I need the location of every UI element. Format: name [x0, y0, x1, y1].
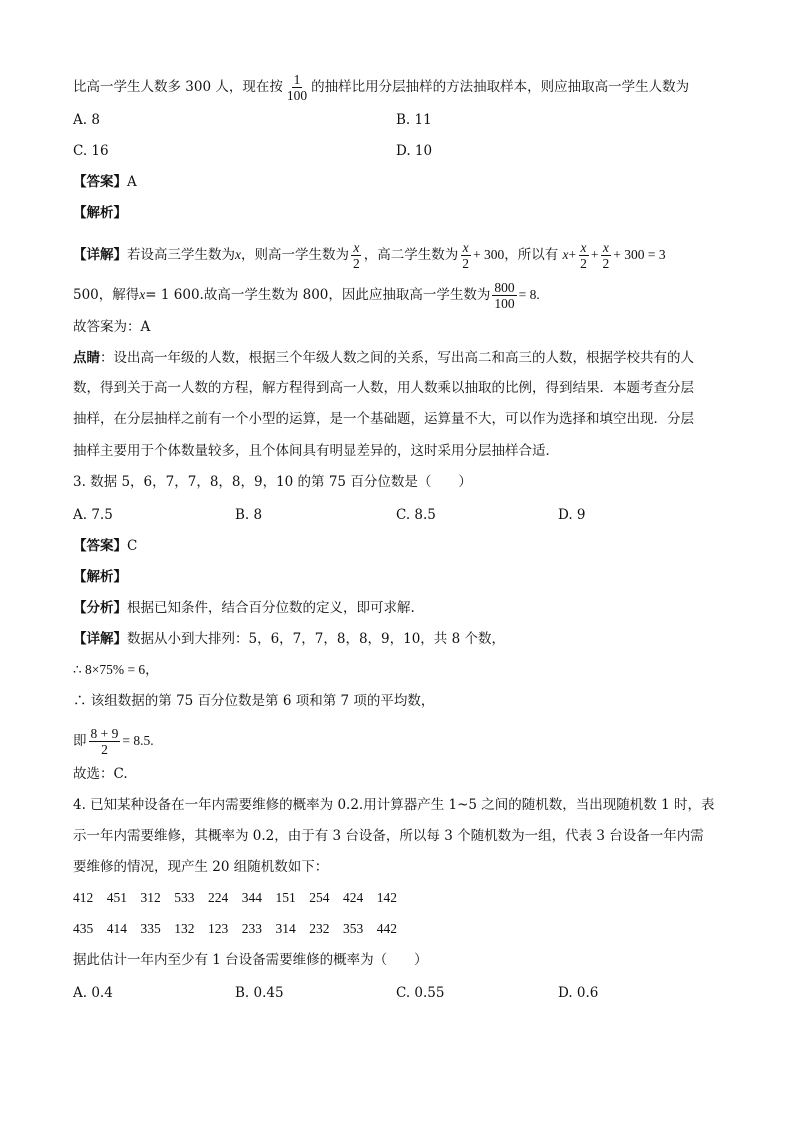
q2-detail-text: = 8. [518, 287, 540, 302]
q4-option-a: A. 0.4 [73, 985, 113, 1001]
q3-fenxi-line [73, 598, 415, 618]
q4-random-row-2: 435 414 335 132 123 233 314 232 353 442 [73, 921, 397, 936]
q2-frac-den: 2 [602, 256, 610, 271]
q3-option-a: A. 7.5 [73, 507, 113, 523]
q2-frac-den: 100 [494, 296, 515, 311]
q2-note-text: ：设出高一年级的人数，根据三个年级人数之间的关系，写出高二和高三的人数，根据学校共有的人 [100, 350, 694, 366]
q2-detail-tag: 【详解】 [73, 247, 127, 263]
q3-frac-num: 8 + 9 [90, 726, 119, 741]
q2-detail-text: 500，解得 [73, 287, 140, 303]
q2-note-line-4: 抽样主要用于个体数量较多，且个体间具有明显差异的，这时采用分层抽样合适． [73, 443, 559, 459]
q3-fraction [89, 726, 121, 757]
q2-detail-line-2 [73, 280, 540, 311]
q2-answer-line [73, 172, 137, 192]
q2-analysis-tag: 【解析】 [73, 205, 127, 221]
q4-option-d: D. 0.6 [558, 985, 599, 1001]
q2-frac-num: x [462, 240, 469, 255]
q2-stem-line [73, 72, 689, 103]
q2-plus: + [568, 247, 577, 262]
q2-answer: A [127, 174, 137, 190]
q2-fraction [285, 72, 309, 103]
q3-analysis-tag: 【解析】 [73, 569, 127, 585]
q3-frac-den: 2 [101, 742, 108, 757]
q2-note-line-3: 抽样，在分层抽样之前有一个小型的运算，是一个基础题，运算量不大，可以作为选择和填空出现．分层 [73, 411, 694, 427]
q2-var-x: x [139, 287, 146, 302]
q3-detail-line-2: ∴ 8×75% = 6， [73, 662, 159, 677]
q2-plus: + [590, 247, 599, 262]
q3-detail-line-3: ∴ 该组数据的第 75 百分位数是第 6 项和第 7 项的平均数， [73, 693, 435, 709]
q2-var-x: x [235, 247, 241, 262]
q2-option-a: A. 8 [73, 112, 100, 128]
q3-detail-tag: 【详解】 [73, 631, 127, 647]
q2-frac-num: x [353, 240, 360, 255]
q2-detail-line-1 [73, 240, 666, 271]
q2-frac-num: 800 [494, 280, 515, 295]
q2-detail-text: = 1 600.故高一学生数为 800，因此应抽取高一学生数为 [145, 287, 491, 303]
q3-option-d: D. 9 [558, 507, 586, 523]
q3-detail-text: 即 [73, 733, 87, 749]
q4-stem-line-3: 要维修的情况，现产生 20 组随机数如下： [73, 859, 329, 875]
q3-detail-line-4 [73, 726, 154, 757]
q2-detail-text: ，高二学生数为 [363, 247, 459, 263]
q2-frac-800-100 [492, 280, 516, 311]
q2-frac-num: x [580, 240, 587, 255]
q4-question: 据此估计一年内至少有 1 台设备需要维修的概率为（ ） [73, 952, 428, 968]
q3-detail-line-1 [73, 629, 505, 649]
q2-detail-text: + 300，所以有 [473, 247, 559, 262]
q4-option-c: C. 0.55 [396, 985, 445, 1001]
q2-fraction-den: 100 [286, 88, 308, 103]
q3-answer-tag: 【答案】 [73, 538, 127, 554]
q2-detail-text: 若设高三学生数为 [127, 247, 235, 263]
q2-frac-x-2 [351, 240, 362, 271]
q2-frac-x-2c [578, 240, 589, 271]
q3-answer-line [73, 536, 137, 556]
q4-option-b: B. 0.45 [235, 985, 284, 1001]
q2-note-line-2: 数，得到关于高一人数的方程，解方程得到高一人数，用人数乘以抽取的比例，得到结果．本题考查分层 [73, 380, 694, 396]
q3-detail-text: = 8.5. [122, 733, 154, 748]
q2-stem-text-b: 的抽样比用分层抽样的方法抽取样本，则应抽取高一学生人数为 [311, 79, 690, 95]
q2-note-tag: 点睛 [73, 350, 100, 366]
q2-var-x: x [562, 247, 569, 262]
q3-detail-text: 数据从小到大排列：5，6，7，7，8，8，9，10，共 8 个数， [127, 631, 505, 647]
q3-option-b: B. 8 [235, 507, 263, 523]
q2-frac-den: 2 [353, 256, 360, 271]
q2-option-d: D. 10 [396, 143, 433, 159]
q3-fenxi-tag: 【分析】 [73, 600, 127, 616]
q3-conclusion: 故选：C. [73, 766, 128, 782]
q3-answer: C [127, 538, 138, 554]
q2-answer-tag: 【答案】 [73, 174, 127, 190]
q2-frac-x-2b [460, 240, 471, 271]
q3-stem: 3. 数据 5，6，7，7，8，8，9，10 的第 75 百分位数是（ ） [73, 474, 472, 490]
q2-detail-text: + 300 = 3 [613, 247, 666, 262]
q2-frac-den: 2 [580, 256, 587, 271]
q2-option-c: C. 16 [73, 143, 109, 159]
q2-option-b: B. 11 [396, 112, 432, 128]
q2-detail-text: ，则高一学生数为 [241, 247, 349, 263]
q3-option-c: C. 8.5 [396, 507, 436, 523]
q2-frac-x-2d [601, 240, 612, 271]
q4-random-row-1: 412 451 312 533 224 344 151 254 424 142 [73, 890, 397, 905]
q2-conclusion: 故答案为：A [73, 319, 151, 335]
q2-note-line-1 [73, 348, 694, 368]
q2-frac-num: x [602, 240, 609, 255]
q4-stem-line-1: 4. 已知某种设备在一年内需要维修的概率为 0.2.用计算器产生 1~5 之间的随机数，当出现随机数 1 时，表 [73, 797, 715, 813]
q4-stem-line-2: 示一年内需要维修，其概率为 0.2，由于有 3 台设备，所以每 3 个随机数为一组，代表 3 台设备一年内需 [73, 828, 704, 844]
q3-fenxi-text: 根据已知条件，结合百分位数的定义，即可求解. [127, 600, 415, 616]
q2-frac-den: 2 [462, 256, 469, 271]
q2-fraction-num: 1 [293, 72, 301, 87]
q2-stem-text-a: 比高一学生人数多 300 人，现在按 [73, 79, 283, 95]
